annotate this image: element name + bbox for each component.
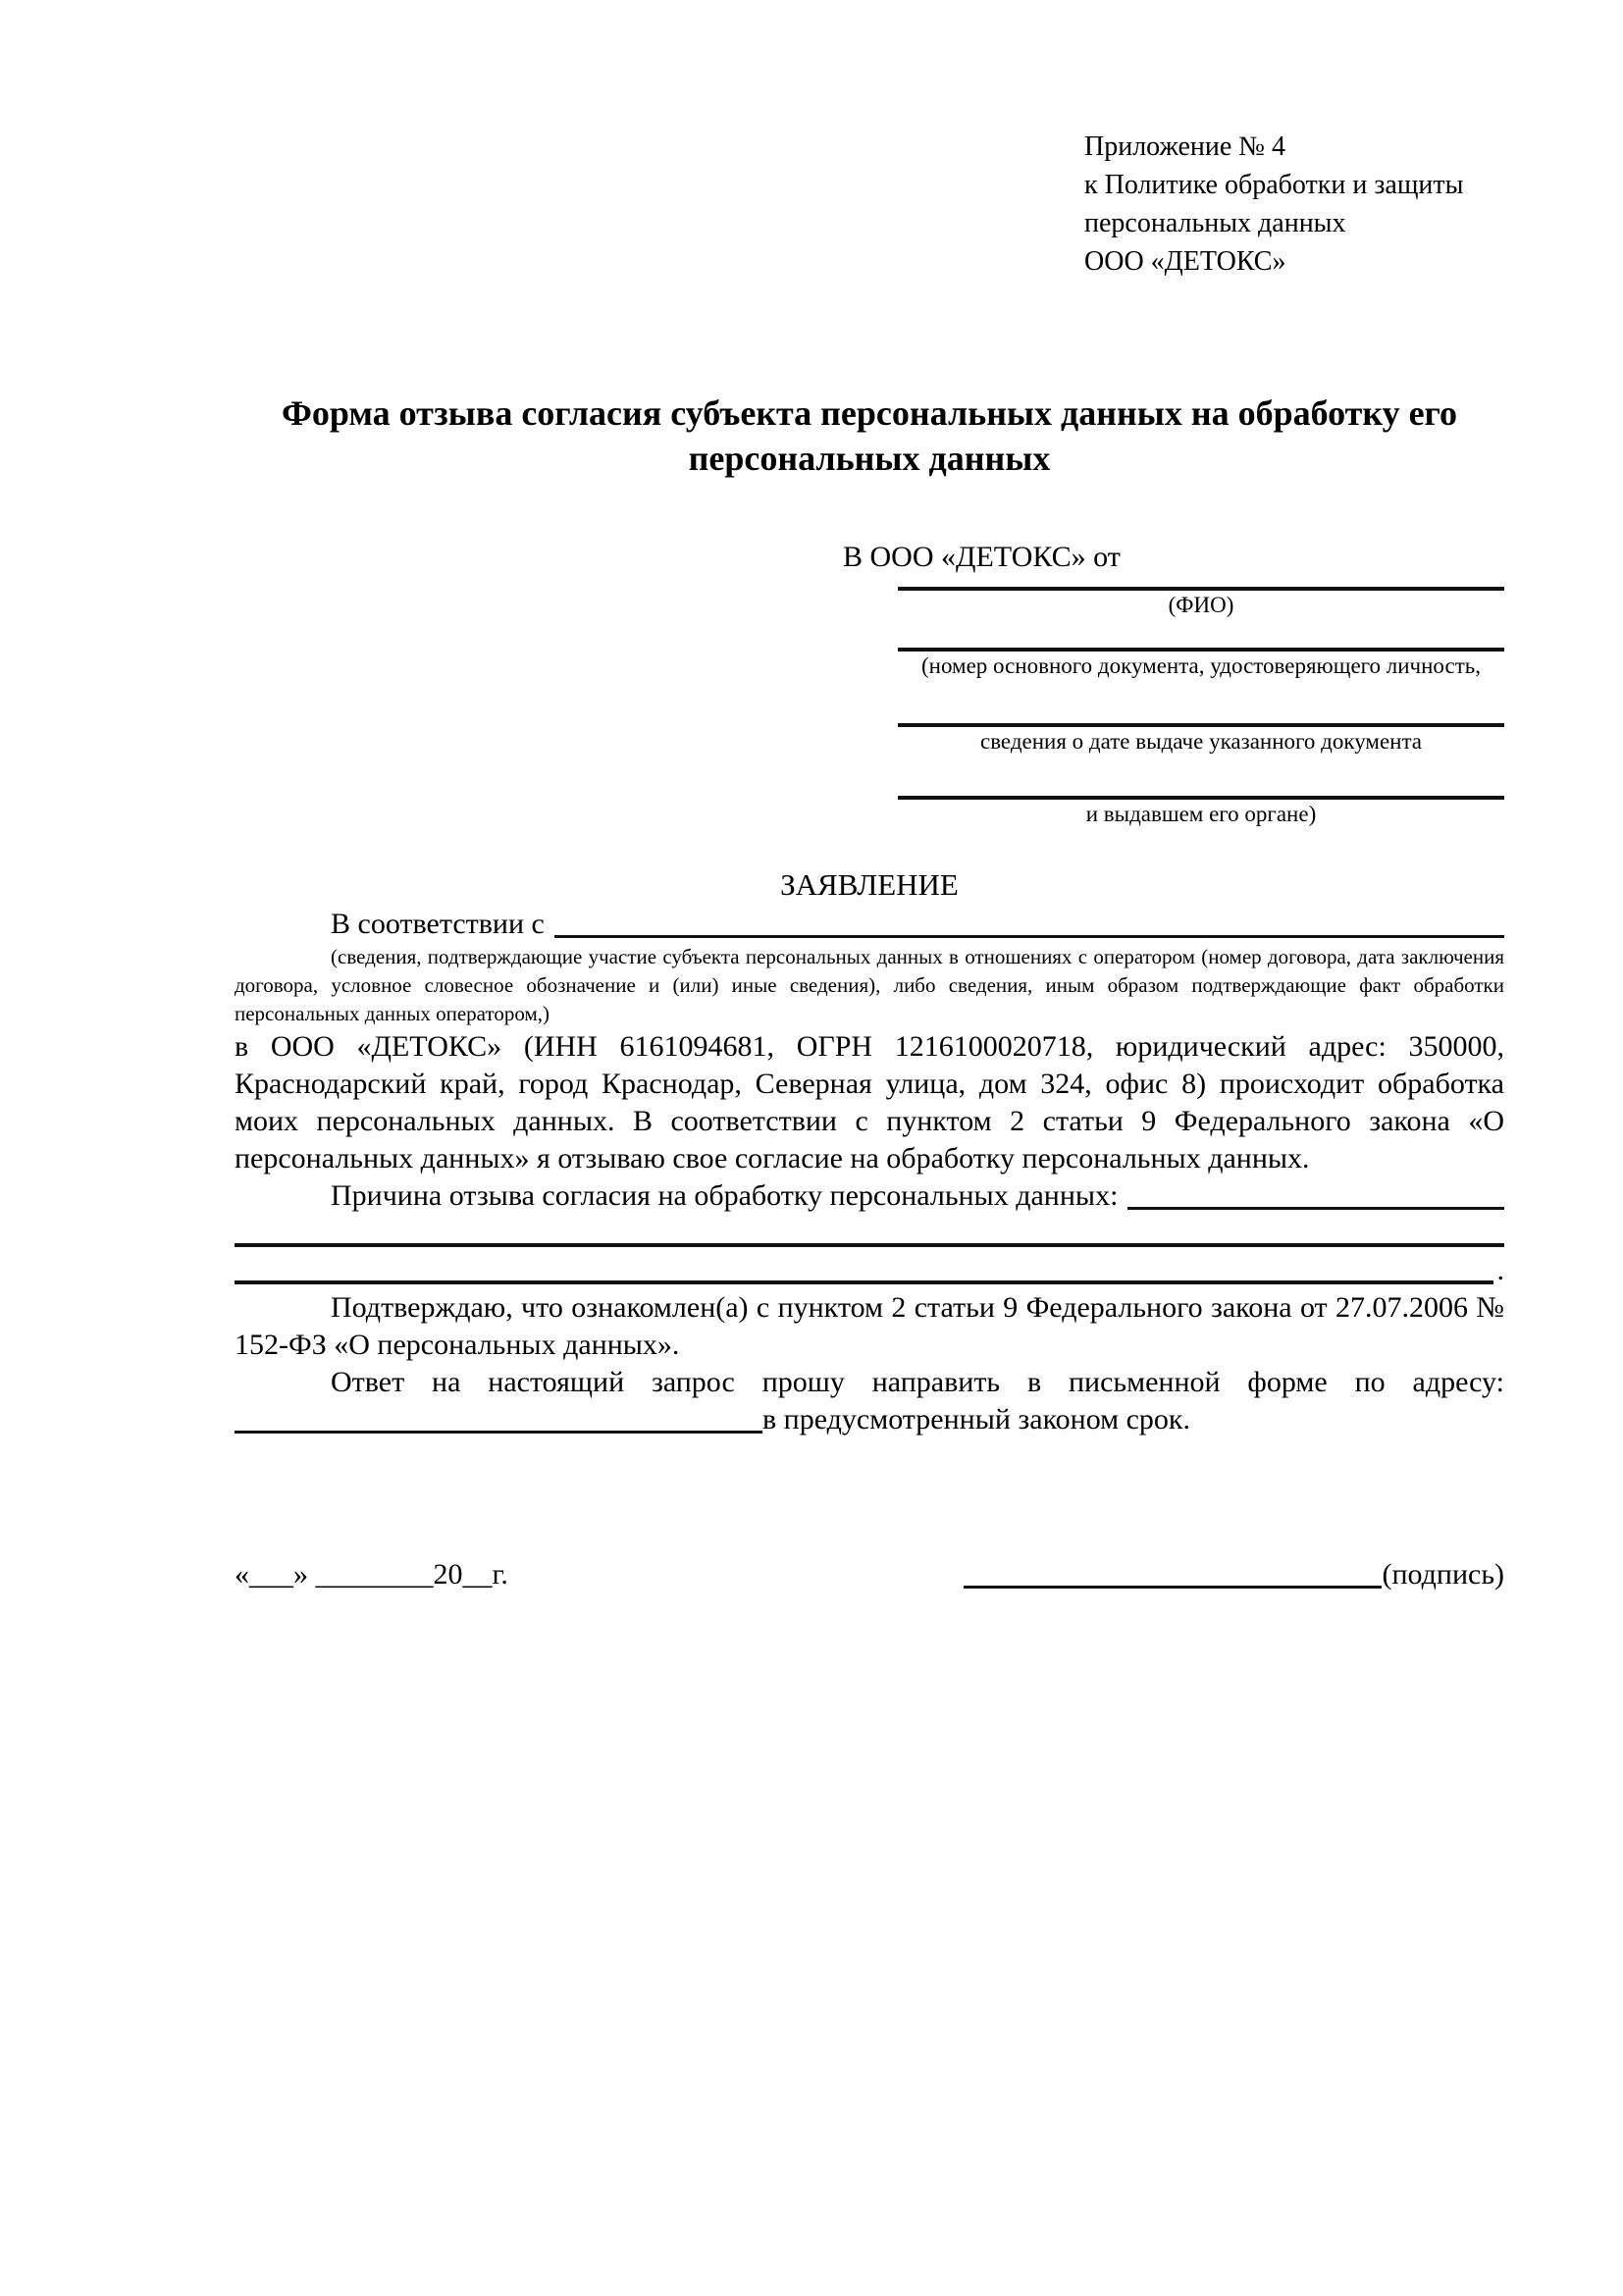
signature-group — [964, 1556, 1504, 1593]
doc-number-blank-line — [898, 620, 1504, 652]
confirmation-paragraph: Подтверждаю, что ознакомлен(а) с пунктом 2 статьи 9 Федерального закона от 27.07.2006 № 152-ФЗ «О персональных данных». — [235, 1291, 1504, 1361]
reply-line: Ответ на настоящий запрос прошу направить в письменной форме по адресу: — [331, 1366, 1504, 1398]
appendix-line: ООО «ДЕТОКС» — [1084, 246, 1286, 277]
appendix-line: персональных данных — [1084, 208, 1346, 238]
issue-date-blank-line — [898, 681, 1504, 727]
reason-line — [235, 1177, 1504, 1215]
appendix-line: к Политике обработки и защиты — [1084, 170, 1464, 200]
date-signature-row — [235, 1554, 1504, 1593]
signature-blank-line — [964, 1586, 1382, 1589]
issuing-authority-label: и выдавшем его органе) — [1085, 802, 1317, 826]
reason-prefix: Причина отзыва согласия на обработку персональных данных: — [331, 1179, 1119, 1212]
date-blank-text: «___» ________20__г. — [235, 1558, 508, 1591]
doc-number-label: (номер основного документа, удостоверяющего личность, — [920, 653, 1481, 678]
reason-blank-line-3 — [235, 1252, 1504, 1289]
reason-blank-line — [1127, 1207, 1504, 1210]
blank-line — [235, 1280, 1493, 1284]
body-paragraph: в ООО «ДЕТОКС» (ИНН 6161094681, ОГРН 1216100020718, юридический адрес: 350000, Краснодарский край, город Краснодар, Северная улица, дом 324, офис 8) происходит обработка моих персональных данных. В соответствии с пунктом 2 статьи 9 Федерального закона «О персональных данных» я отзываю свое согласие на обработку персональных данных. — [235, 1030, 1504, 1174]
appendix-block — [1084, 128, 1504, 281]
reply-suffix: в предусмотренный законом срок. — [762, 1403, 1190, 1435]
fio-label: (ФИО) — [1168, 593, 1234, 617]
addressee-block — [235, 538, 1504, 829]
fio-blank-line — [898, 577, 1504, 591]
reply-address-line — [235, 1401, 1504, 1438]
signature-label: (подпись) — [1382, 1558, 1504, 1591]
intro-prefix: В соответствии с — [331, 908, 545, 940]
document-content — [235, 0, 1504, 1593]
blank-line — [235, 1243, 1504, 1247]
footnote-text: (сведения, подтверждающие участие субъекта персональных данных в отношениях с оператором (номер договора, дата заключения договора, условное словесное обозначение и (или) иные сведения), либо сведения, иным образом подтверждающие факт обработки персональных данных оператором,) — [235, 945, 1504, 1025]
issuing-authority-blank-line — [898, 757, 1504, 800]
intro-line — [235, 906, 1504, 943]
appendix-line: Приложение № 4 — [1084, 131, 1285, 162]
addressee-to: В ООО «ДЕТОКС» от — [843, 541, 1121, 573]
statement-heading: ЗАЯВЛЕНИЕ — [780, 867, 959, 902]
address-blank-line — [235, 1431, 762, 1434]
intro-blank-line — [554, 935, 1504, 938]
reason-blank-line-2 — [235, 1215, 1504, 1252]
issue-date-label: сведения о дате выдаче указанного документа — [979, 729, 1423, 754]
period-text: . — [1496, 1254, 1504, 1286]
document-title: Форма отзыва согласия субъекта персональных данных на обработку его персональных данных — [281, 393, 1458, 478]
